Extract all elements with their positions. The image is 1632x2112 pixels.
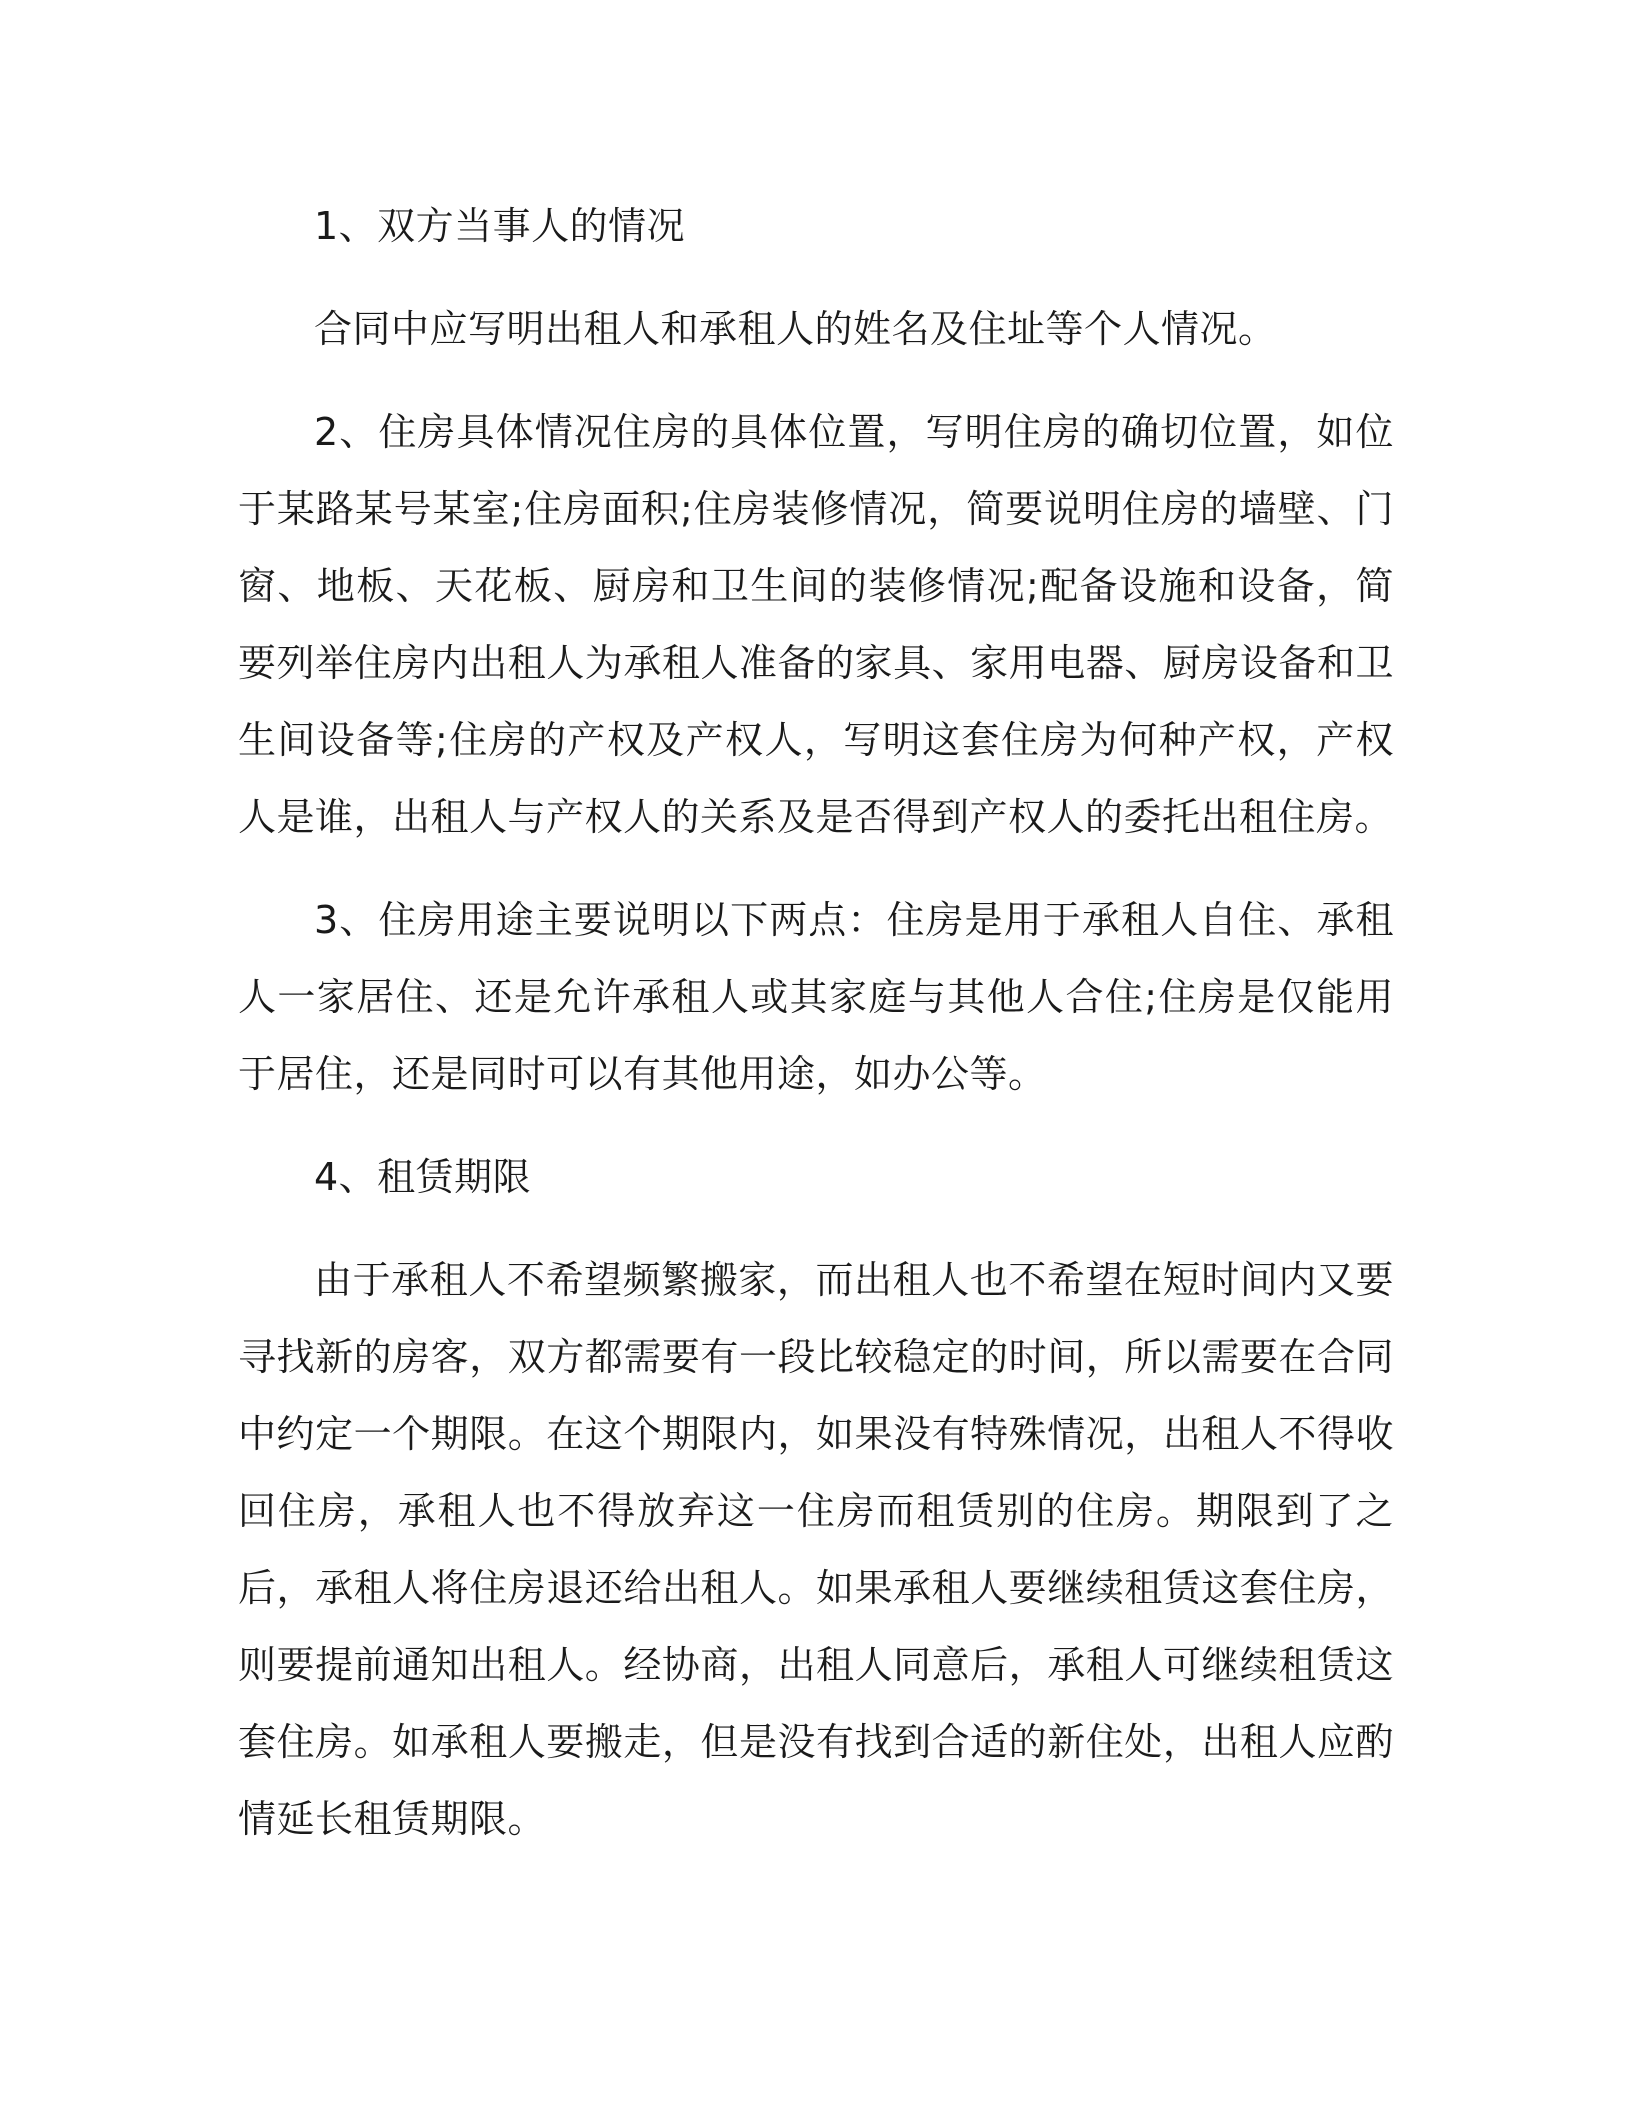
paragraph-housing-use: 3、住房用途主要说明以下两点：住房是用于承租人自住、承租人一家居住、还是允许承租人或其家庭与其他人合住;住房是仅能用于居住，还是同时可以有其他用途，如办公等。 xyxy=(238,898,1394,1096)
section-heading-4: 4、租赁期限 xyxy=(314,1155,532,1199)
document-body xyxy=(238,188,1394,1884)
paragraph-housing-details: 2、住房具体情况住房的具体位置，写明住房的确切位置，如位于某路某号某室;住房面积;住房装修情况，简要说明住房的墙壁、门窗、地板、天花板、厨房和卫生间的装修情况;配备设施和设备，简要列举住房内出租人为承租人准备的家具、家用电器、厨房设备和卫生间设备等;住房的产权及产权人，写明这套住房为何种产权，产权人是谁，出租人与产权人的关系及是否得到产权人的委托出租住房。 xyxy=(238,410,1394,839)
section-heading-1: 1、双方当事人的情况 xyxy=(314,204,686,248)
paragraph-lease-term: 由于承租人不希望频繁搬家，而出租人也不希望在短时间内又要寻找新的房客，双方都需要有一段比较稳定的时间，所以需要在合同中约定一个期限。在这个期限内，如果没有特殊情况，出租人不得收回住房，承租人也不得放弃这一住房而租赁别的住房。期限到了之后，承租人将住房退还给出租人。如果承租人要继续租赁这套住房，则要提前通知出租人。经协商，出租人同意后，承租人可继续租赁这套住房。如承租人要搬走，但是没有找到合适的新住处，出租人应酌情延长租赁期限。 xyxy=(238,1258,1394,1841)
paragraph-parties: 合同中应写明出租人和承租人的姓名及住址等个人情况。 xyxy=(314,307,1277,351)
